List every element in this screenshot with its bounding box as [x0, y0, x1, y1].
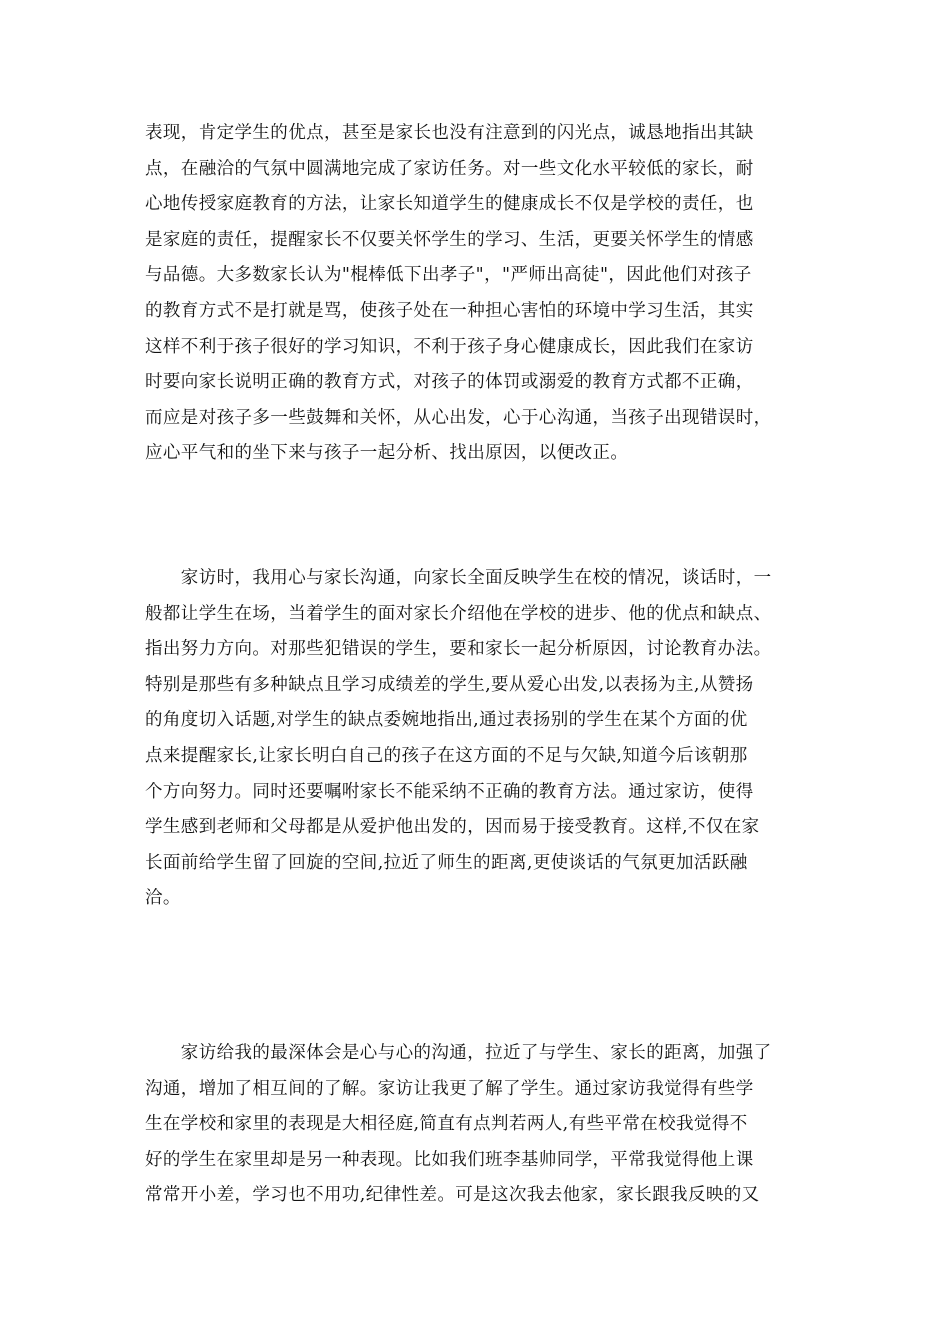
paragraph-2	[145, 561, 805, 917]
text-line: 好的学生在家里却是另一种表现。比如我们班李基帅同学，平常我觉得他上课	[145, 1149, 754, 1170]
text-line: 心地传授家庭教育的方法，让家长知道学生的健康成长不仅是学校的责任，也	[145, 194, 754, 215]
text-line: 的教育方式不是打就是骂，使孩子处在一种担心害怕的环境中学习生活，其实	[145, 300, 754, 321]
text-line: 家访给我的最深体会是心与心的沟通，拉近了与学生、家长的距离，加强了	[145, 1043, 772, 1063]
paragraph-1	[145, 116, 805, 472]
text-line: 点来提醒家长,让家长明白自己的孩子在这方面的不足与欠缺,知道今后该朝那	[145, 745, 748, 766]
text-line: 个方向努力。同时还要嘱咐家长不能采纳不正确的教育方法。通过家访，使得	[145, 781, 754, 802]
text-line: 生在学校和家里的表现是大相径庭,简直有点判若两人,有些平常在校我觉得不	[145, 1114, 748, 1135]
text-line: 指出努力方向。对那些犯错误的学生，要和家长一起分析原因，讨论教育办法。	[145, 639, 772, 660]
text-line: 而应是对孩子多一些鼓舞和关怀，从心出发，心于心沟通，当孩子出现错误时，	[145, 407, 772, 428]
text-line: 特别是那些有多种缺点且学习成绩差的学生,要从爱心出发,以表扬为主,从赞扬	[145, 674, 754, 695]
text-line: 长面前给学生留了回旋的空间,拉近了师生的距离,更使谈话的气氛更加活跃融	[145, 852, 748, 873]
text-line: 应心平气和的坐下来与孩子一起分析、找出原因，以便改正。	[145, 443, 629, 464]
text-line: 是家庭的责任，提醒家长不仅要关怀学生的学习、生活，更要关怀学生的情感	[145, 229, 754, 250]
text-line: 时要向家长说明正确的教育方式，对孩子的体罚或溺爱的教育方式都不正确，	[145, 372, 754, 393]
text-line: 沟通，增加了相互间的了解。家访让我更了解了学生。通过家访我觉得有些学	[145, 1078, 754, 1099]
text-line: 家访时，我用心与家长沟通，向家长全面反映学生在校的情况，谈话时，一	[145, 568, 772, 588]
text-line: 常常开小差，学习也不用功,纪律性差。可是这次我去他家，家长跟我反映的又	[145, 1185, 760, 1206]
text-line: 般都让学生在场，当着学生的面对家长介绍他在学校的进步、他的优点和缺点、	[145, 603, 772, 624]
paragraph-3	[145, 1036, 805, 1214]
text-line: 这样不利于孩子很好的学习知识，不利于孩子身心健康成长，因此我们在家访	[145, 336, 754, 357]
text-line: 洽。	[145, 888, 181, 909]
text-line: 的角度切入话题,对学生的缺点委婉地指出,通过表扬别的学生在某个方面的优	[145, 710, 748, 731]
text-line: 学生感到老师和父母都是从爱护他出发的，因而易于接受教育。这样,不仅在家	[145, 817, 760, 838]
text-line: 点，在融洽的气氛中圆满地完成了家访任务。对一些文化水平较低的家长，耐	[145, 158, 754, 179]
text-line: 与品德。大多数家长认为"棍棒低下出孝子"，"严师出高徒"，因此他们对孩子	[145, 265, 752, 286]
text-line: 表现，肯定学生的优点，甚至是家长也没有注意到的闪光点，诚恳地指出其缺	[145, 123, 754, 143]
